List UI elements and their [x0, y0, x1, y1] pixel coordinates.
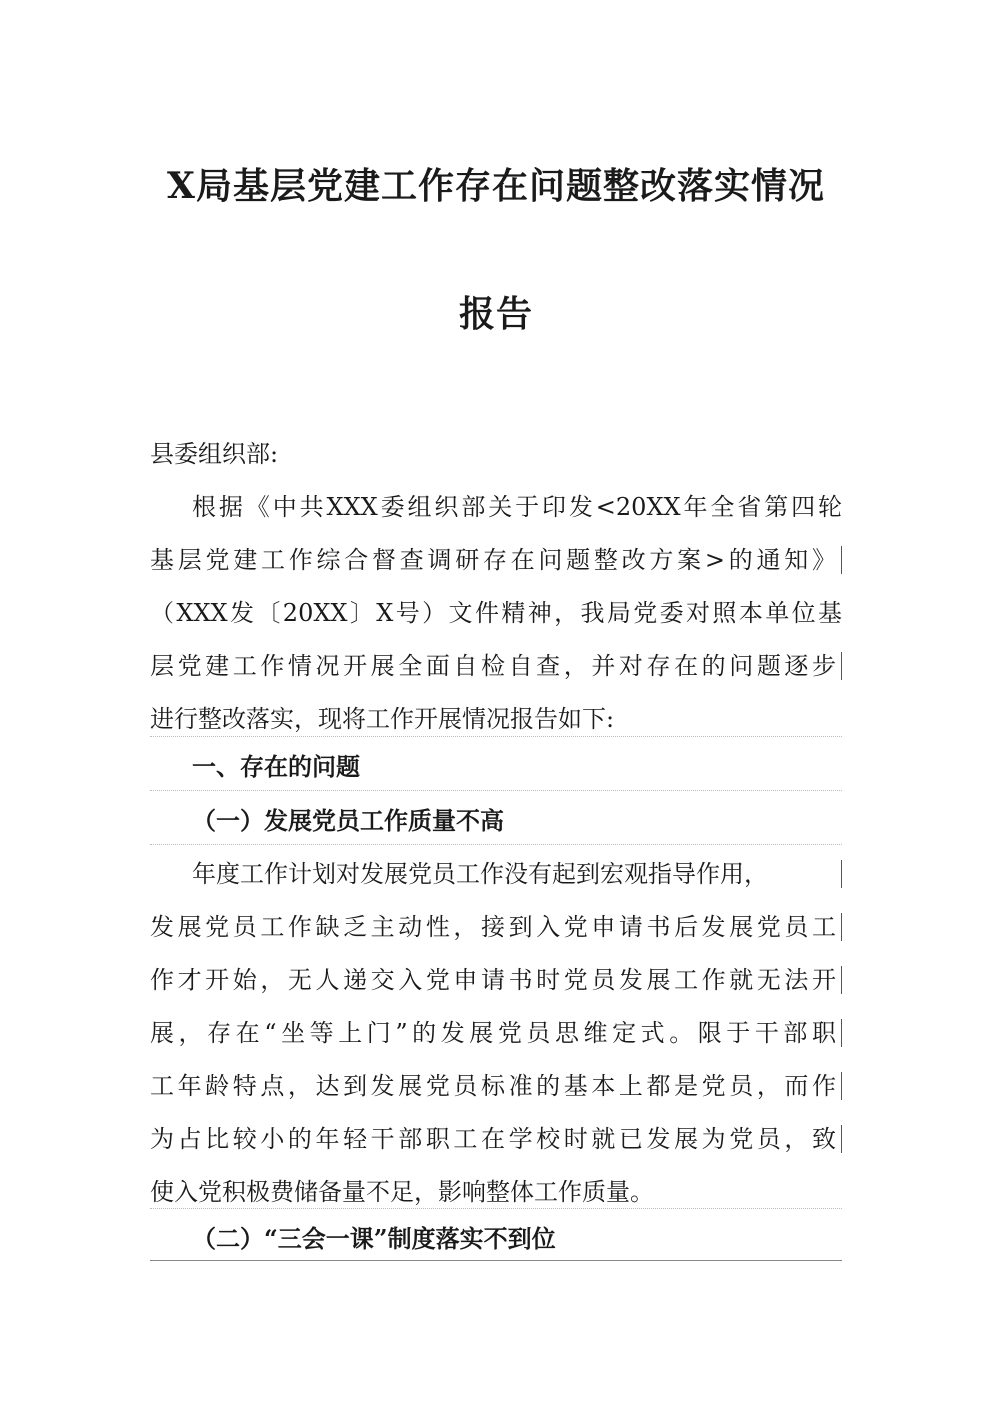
- body-line: [150, 1060, 842, 1113]
- section-heading-1: 一、存在的问题: [192, 752, 360, 781]
- subsection-heading-1: （一）发展党员工作质量不高: [192, 806, 504, 835]
- subsection-1-body: [150, 848, 842, 1219]
- body-line: [150, 901, 842, 954]
- intro-line: （XXX发〔20XX〕X号）文件精神，我局党委对照本单位基: [150, 599, 842, 627]
- body-line-text: 展，存在“坐等上门”的发展党员思维定式。限于干部职: [150, 1019, 836, 1047]
- body-line-text: 工年龄特点，达到发展党员标准的基本上都是党员，而作: [150, 1072, 836, 1100]
- line-margin-mark: [841, 546, 842, 574]
- salutation: 县委组织部:: [150, 440, 279, 468]
- body-line: [150, 1113, 842, 1166]
- body-line: [150, 954, 842, 1007]
- intro-line-text: 层党建工作情况开展全面自检自查，并对存在的问题逐步: [150, 652, 836, 680]
- line-margin-mark: [841, 913, 842, 941]
- paragraph-divider: [150, 790, 842, 791]
- body-line: [150, 848, 842, 901]
- line-margin-mark: [841, 1072, 842, 1100]
- body-line-text: 为占比较小的年轻干部职工在学校时就已发展为党员，致: [150, 1125, 836, 1153]
- line-margin-mark: [841, 860, 842, 888]
- intro-line: [150, 534, 842, 587]
- intro-line: [150, 640, 842, 693]
- document-title-line-2: 报告: [458, 293, 533, 335]
- body-line: [150, 1007, 842, 1060]
- paragraph-divider: [150, 844, 842, 845]
- page-bottom-rule: [150, 1260, 842, 1261]
- line-margin-mark: [841, 966, 842, 994]
- line-margin-mark: [841, 652, 842, 680]
- document-title-line-1: X局基层党建工作存在问题整改落实情况: [167, 165, 825, 207]
- intro-line-text: 基层党建工作综合督查调研存在问题整改方案>的通知》: [150, 546, 836, 574]
- intro-line: 根据《中共XXX委组织部关于印发<20XX年全省第四轮: [192, 493, 842, 521]
- paragraph-divider: [150, 736, 842, 737]
- body-line: 使入党积极费储备量不足，影响整体工作质量。: [150, 1178, 654, 1206]
- subsection-heading-2: （二）“三会一课”制度落实不到位: [192, 1224, 556, 1253]
- body-line-text: 发展党员工作缺乏主动性，接到入党申请书后发展党员工: [150, 913, 836, 941]
- body-line-text: 年度工作计划对发展党员工作没有起到宏观指导作用，: [192, 860, 768, 888]
- line-margin-mark: [841, 1019, 842, 1047]
- line-margin-mark: [841, 1125, 842, 1153]
- intro-line: 进行整改落实，现将工作开展情况报告如下:: [150, 705, 615, 733]
- paragraph-divider: [150, 1208, 842, 1209]
- body-line-text: 作才开始，无人递交入党申请书时党员发展工作就无法开: [150, 966, 836, 994]
- intro-block: [150, 428, 842, 746]
